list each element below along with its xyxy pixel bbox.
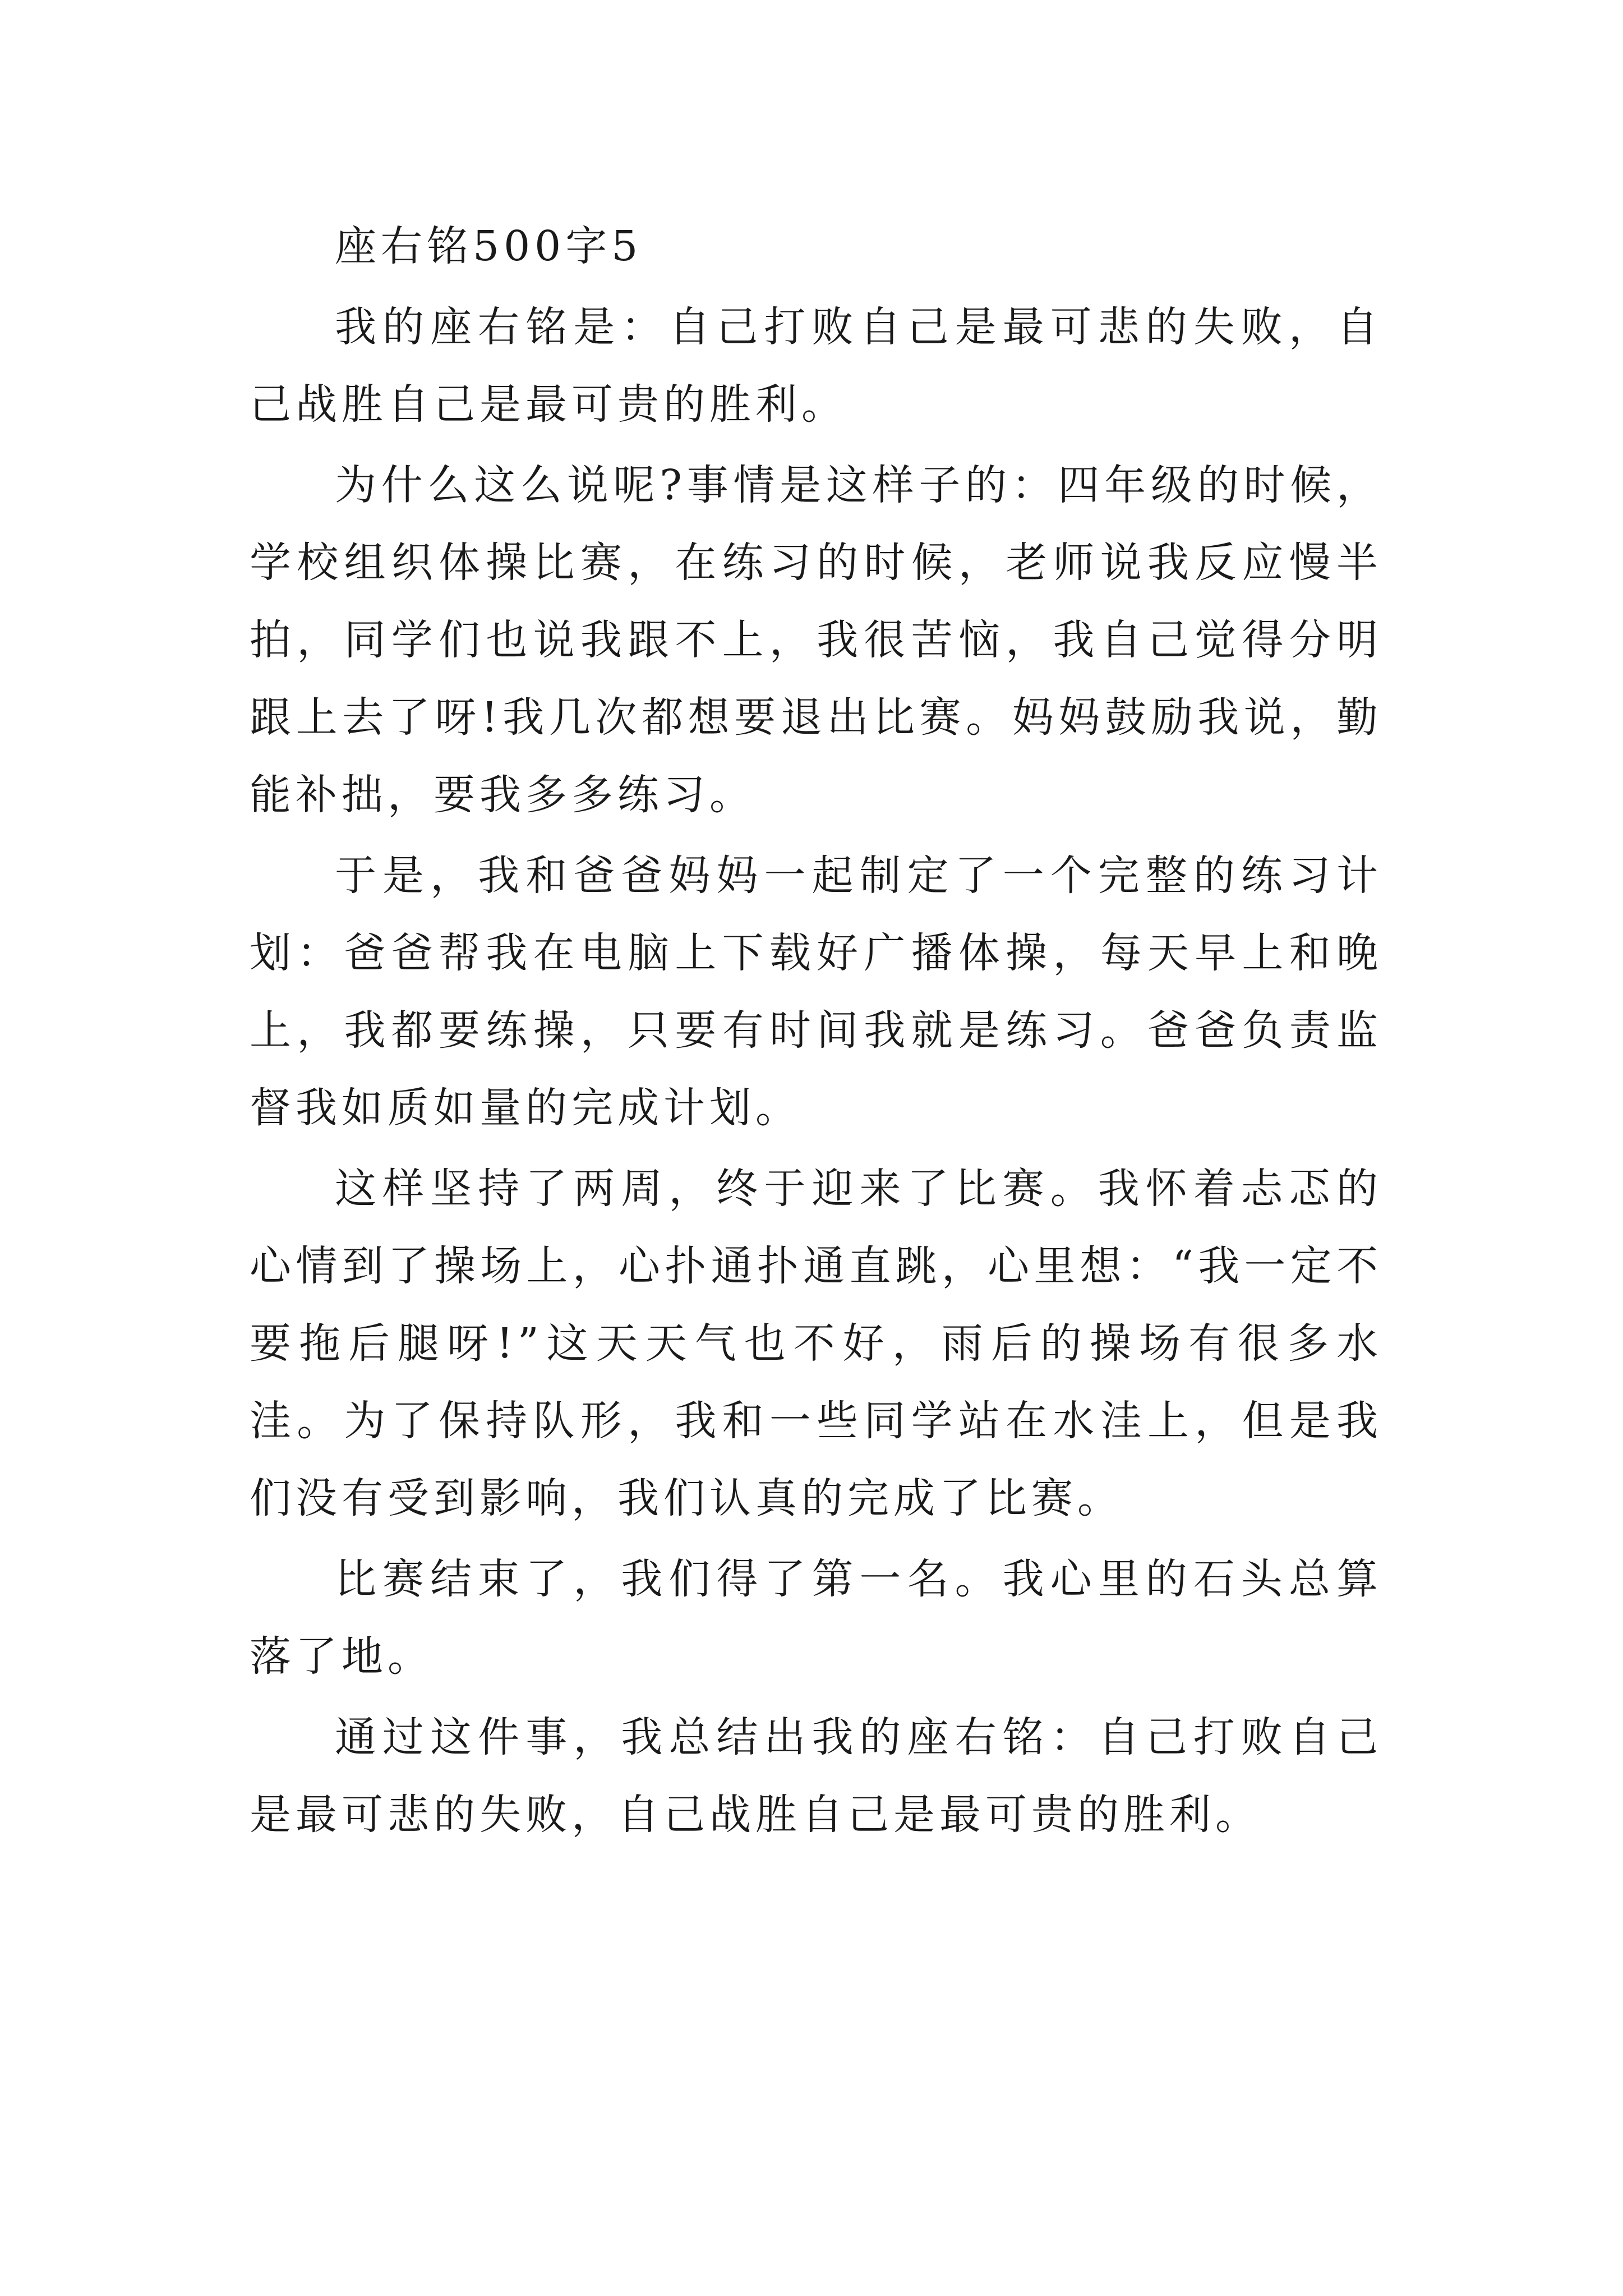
document-body (250, 208, 1382, 1857)
paragraph-reason: 为什么这么说呢?事情是这样子的：四年级的时候，学校组织体操比赛，在练习的时候，老师说我反应慢半拍，同学们也说我跟不上，我很苦恼，我自己觉得分明跟上去了呀!我几次都想要退出比赛。妈妈鼓励我说，勤能补拙，要我多多练习。 (250, 461, 1382, 819)
paragraph-result: 比赛结束了，我们得了第一名。我心里的石头总算落了地。 (250, 1555, 1382, 1681)
paragraph-conclusion: 通过这件事，我总结出我的座右铭：自己打败自己是最可悲的失败，自己战胜自己是最可贵的胜利。 (250, 1713, 1382, 1839)
paragraph-plan: 于是，我和爸爸妈妈一起制定了一个完整的练习计划：爸爸帮我在电脑上下载好广播体操，每天早上和晚上，我都要练操，只要有时间我就是练习。爸爸负责监督我如质如量的完成计划。 (250, 852, 1382, 1132)
paragraph-motto: 我的座右铭是：自己打败自己是最可悲的失败，自己战胜自己是最可贵的胜利。 (250, 303, 1382, 429)
paragraph-competition: 这样坚持了两周，终于迎来了比赛。我怀着忐忑的心情到了操场上，心扑通扑通直跳，心里想：“我一定不要拖后腿呀!”这天天气也不好，雨后的操场有很多水洼。为了保持队形，我和一些同学站在水洼上，但是我们没有受到影响，我们认真的完成了比赛。 (250, 1165, 1382, 1522)
document-title: 座右铭500字5 (335, 222, 643, 270)
